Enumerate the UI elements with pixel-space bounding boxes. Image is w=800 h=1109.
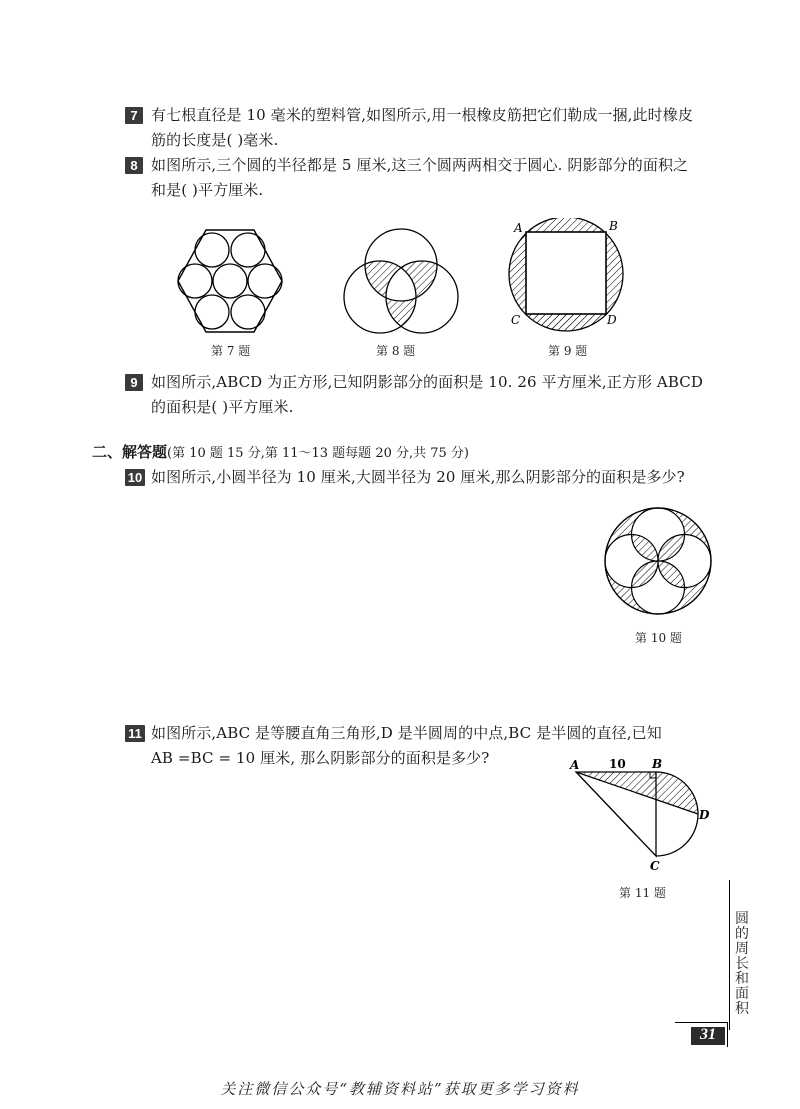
section-2-heading [92, 441, 469, 462]
figure-11-label-c: C [650, 859, 660, 873]
side-tab-text [733, 912, 751, 1017]
question-number-8: 8 [125, 157, 143, 174]
question-number-9: 9 [125, 374, 143, 391]
figure-11-label-a: A [570, 758, 580, 772]
side-tab-char: 长 [735, 956, 749, 972]
figure-9-caption: 第 9 题 [548, 344, 588, 358]
section-2-subtitle: (第 10 题 15 分,第 11～13 题每题 20 分,共 75 分) [167, 446, 469, 461]
question-number-10: 10 [125, 469, 145, 486]
figure-11-label-d: D [699, 808, 710, 822]
figure-9-label-b: B [609, 219, 618, 233]
question-8-line-2: 和是( )平方厘米. [151, 181, 264, 199]
figure-11-caption: 第 11 题 [619, 886, 666, 900]
figure-11-triangle-semicircle [566, 756, 716, 876]
side-tab-char: 圆 [735, 911, 749, 927]
question-10-line-1: 如图所示,小圆半径为 10 厘米,大圆半径为 20 厘米,那么阴影部分的面积是多少? [151, 468, 685, 486]
footer-text: 关注微信公众号“教辅资料站”获取更多学习资料 [220, 1080, 580, 1098]
figure-11-label-ab-length: 10 [609, 757, 626, 771]
side-tab-char: 面 [735, 986, 749, 1002]
figure-8-three-circles [340, 224, 462, 336]
question-11-line-1: 如图所示,ABC 是等腰直角三角形,D 是半圆周的中点,BC 是半圆的直径,已知 [151, 724, 662, 742]
question-7-line-1: 有七根直径是 10 毫米的塑料管,如图所示,用一根橡皮筋把它们勒成一捆,此时橡皮 [151, 106, 693, 124]
page-number-box [675, 1022, 728, 1047]
question-9-line-1: 如图所示,ABCD 为正方形,已知阴影部分的面积是 10. 26 平方厘米,正方形 ABCD [151, 373, 703, 391]
side-tab-char: 和 [735, 971, 749, 987]
question-11-line-2: AB =BC = 10 厘米, 那么阴影部分的面积是多少? [151, 749, 490, 767]
figure-10-caption: 第 10 题 [635, 631, 682, 645]
question-7-line-2: 筋的长度是( )毫米. [151, 131, 279, 149]
figure-7-hexagon-circles [172, 226, 288, 336]
side-tab-char: 的 [735, 926, 749, 942]
side-chapter-tab [729, 880, 752, 1030]
side-tab-char: 积 [735, 1001, 749, 1017]
figure-9-square-in-circle [500, 218, 632, 334]
side-tab-char: 周 [735, 941, 749, 957]
question-9-line-2: 的面积是( )平方厘米. [151, 398, 294, 416]
figure-9-label-c: C [511, 313, 521, 327]
question-8-line-1: 如图所示,三个圆的半径都是 5 厘米,这三个圆两两相交于圆心. 阴影部分的面积之 [151, 156, 689, 174]
page-number: 31 [700, 1026, 716, 1043]
figure-8-caption: 第 8 题 [376, 344, 416, 358]
section-2-title: 二、解答题 [92, 443, 168, 461]
figure-9-label-d: D [607, 313, 617, 327]
question-number-11: 11 [125, 725, 145, 742]
figure-7-caption: 第 7 题 [211, 344, 251, 358]
figure-10-flower-circle [601, 504, 715, 618]
figure-11-label-b: B [652, 757, 663, 771]
question-number-7: 7 [125, 107, 143, 124]
figure-9-label-a: A [514, 221, 523, 235]
